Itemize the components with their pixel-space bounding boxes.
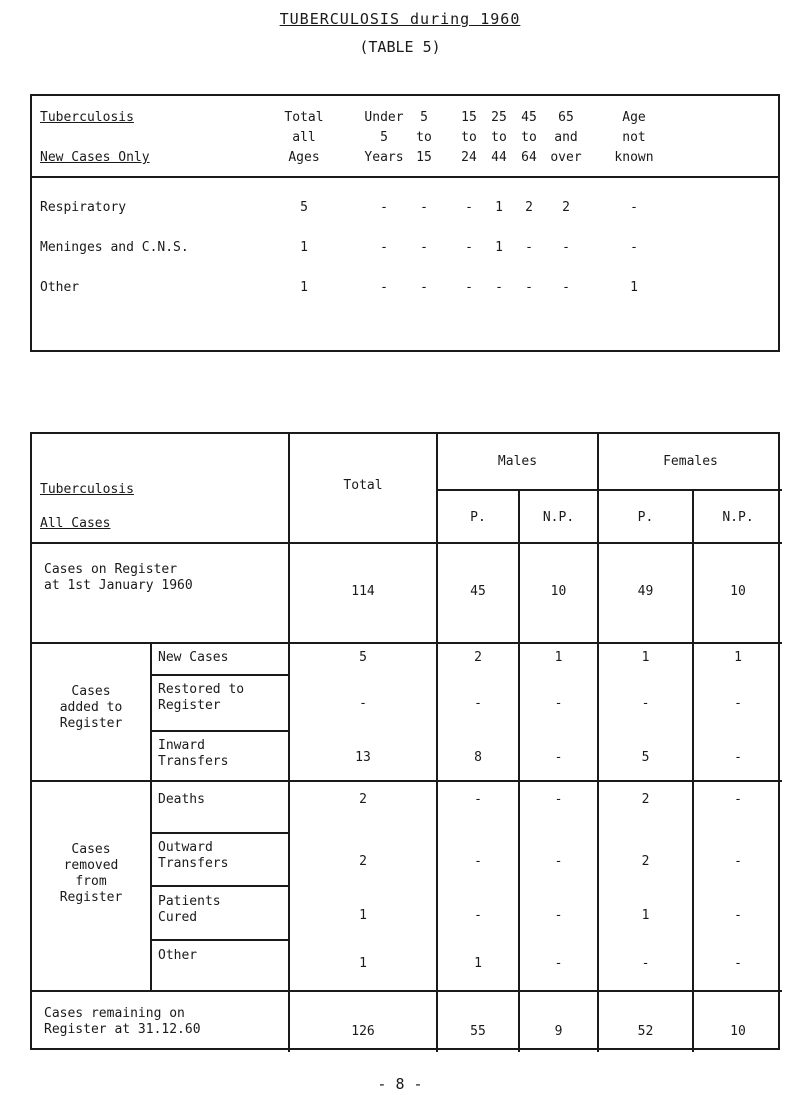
table1-row-label: Other <box>40 280 80 295</box>
table2-cell: - <box>734 696 742 711</box>
table1-column-header: 64 <box>521 150 537 165</box>
table1-column-header: Ages <box>288 150 320 165</box>
table2-cell: - <box>641 956 650 971</box>
table2-cell: - <box>641 696 650 711</box>
table2-cell: 2 <box>641 854 650 869</box>
table1-cell: - <box>420 200 428 215</box>
table2-row-label: Inward Transfers <box>158 738 229 769</box>
table2-cell: 1 <box>359 908 367 923</box>
table2-cell: - <box>554 696 563 711</box>
table1-column-header: not <box>622 130 646 145</box>
all-cases-table <box>30 432 780 1050</box>
table1-column-header: to <box>521 130 537 145</box>
table1-cell: - <box>380 280 388 295</box>
table1-subheading: New Cases Only <box>40 150 150 165</box>
table2-row-label: Restored to Register <box>158 682 245 713</box>
table1-cell: 2 <box>525 200 533 215</box>
table1-column-header: 15 <box>461 110 477 125</box>
table1-column-header: all <box>292 130 316 145</box>
table2-row-label: Deaths <box>158 792 205 807</box>
table2-cell: - <box>734 854 742 869</box>
added-group-label: Cases added to Register <box>59 684 123 731</box>
table1-column-header: Under <box>364 110 404 125</box>
table2-cell: 114 <box>351 584 375 599</box>
table2-cell: - <box>734 750 742 765</box>
table2-cell: 49 <box>637 584 654 599</box>
page-number: - 8 - <box>377 1075 423 1093</box>
table1-cell: - <box>630 240 638 255</box>
table1-cell: - <box>420 240 428 255</box>
table1-cell: 1 <box>630 280 638 295</box>
table2-cell: 2 <box>359 854 367 869</box>
table1-column-header: to <box>491 130 507 145</box>
table2-cell: 5 <box>359 650 367 665</box>
register-start-label: Cases on Register at 1st January 1960 <box>44 562 193 593</box>
table1-column-header: 65 <box>558 110 574 125</box>
table2-cell: - <box>554 956 563 971</box>
males-header: Males <box>497 454 538 469</box>
removed-group-label: Cases removed from Register <box>59 842 123 905</box>
table1-cell: - <box>380 240 388 255</box>
table2-row-label: Outward Transfers <box>158 840 229 871</box>
table1-column-header: to <box>416 130 432 145</box>
table2-row-label: Patients Cured <box>158 894 221 925</box>
table1-column-header: and <box>554 130 578 145</box>
table2-cell: - <box>554 750 563 765</box>
table1-cell: - <box>525 240 533 255</box>
table2-cell: 1 <box>641 650 650 665</box>
table1-cell: - <box>420 280 428 295</box>
table1-column-header: 24 <box>461 150 477 165</box>
table2-cell: 8 <box>474 750 482 765</box>
table2-cell: - <box>554 792 563 807</box>
table1-cell: 1 <box>495 200 503 215</box>
table1-cell: - <box>630 200 638 215</box>
table2-cell: 13 <box>355 750 371 765</box>
table2-cell: - <box>474 696 482 711</box>
table2-cell: 1 <box>641 908 650 923</box>
table-caption: (TABLE 5) <box>359 38 441 56</box>
table1-cell: - <box>562 280 570 295</box>
table1-column-header: 44 <box>491 150 507 165</box>
females-p-header: P. <box>637 510 654 525</box>
table1-column-header: known <box>614 150 654 165</box>
females-header: Females <box>663 454 718 469</box>
table2-cell: 10 <box>730 1024 746 1039</box>
total-header: Total <box>343 478 383 493</box>
males-p-header: P. <box>470 510 486 525</box>
register-end-label: Cases remaining on Register at 31.12.60 <box>44 1006 201 1037</box>
table1-column-header: 45 <box>521 110 537 125</box>
table2-cell: 45 <box>470 584 486 599</box>
table1-row-label: Meninges and C.N.S. <box>40 240 189 255</box>
new-cases-table <box>30 94 780 352</box>
table1-cell: 2 <box>562 200 570 215</box>
females-np-header: N.P. <box>722 510 754 525</box>
table2-cell: - <box>474 908 482 923</box>
table1-cell: 1 <box>300 280 308 295</box>
table2-cell: 2 <box>641 792 650 807</box>
table1-cell: - <box>465 200 473 215</box>
table2-cell: - <box>734 956 742 971</box>
table1-column-header: 15 <box>416 150 432 165</box>
table2-cell: - <box>734 792 742 807</box>
table2-cell: - <box>554 854 563 869</box>
table2-cell: 55 <box>470 1024 486 1039</box>
table1-heading: Tuberculosis <box>40 110 134 125</box>
table2-cell: 1 <box>554 650 563 665</box>
table2-cell: 10 <box>550 584 567 599</box>
table2-heading: Tuberculosis <box>40 482 134 497</box>
table2-cell: 126 <box>351 1024 375 1039</box>
table2-cell: 10 <box>730 584 746 599</box>
table1-cell: 1 <box>300 240 308 255</box>
table1-row-label: Respiratory <box>40 200 127 215</box>
table1-column-header: 5 <box>380 130 388 145</box>
table2-cell: - <box>554 908 563 923</box>
table1-cell: 1 <box>495 240 503 255</box>
table1-header-rule <box>32 176 778 178</box>
table1-column-header: Age <box>622 110 646 125</box>
table2-cell: 1 <box>734 650 742 665</box>
table2-cell: 2 <box>474 650 482 665</box>
table2-cell: - <box>474 854 482 869</box>
table1-column-header: Total <box>284 110 324 125</box>
table2-cell: 9 <box>554 1024 563 1039</box>
table1-cell: - <box>525 280 533 295</box>
table2-cell: 2 <box>359 792 367 807</box>
table2-cell: 1 <box>359 956 367 971</box>
table1-column-header: Years <box>364 150 404 165</box>
table1-column-header: 5 <box>420 110 428 125</box>
page-title: TUBERCULOSIS during 1960 <box>279 10 521 28</box>
table2-cell: 5 <box>641 750 650 765</box>
table1-cell: - <box>562 240 570 255</box>
table2-row-label: Other <box>158 948 198 963</box>
table2-cell: - <box>734 908 742 923</box>
table1-cell: 5 <box>300 200 308 215</box>
table1-cell: - <box>465 280 473 295</box>
table2-cell: 52 <box>637 1024 654 1039</box>
table1-cell: - <box>380 200 388 215</box>
table2-subheading: All Cases <box>40 516 111 531</box>
table1-column-header: over <box>550 150 582 165</box>
table1-column-header: to <box>461 130 477 145</box>
table2-row-label: New Cases <box>158 650 229 665</box>
table1-cell: - <box>465 240 473 255</box>
table2-cell: - <box>474 792 482 807</box>
table2-cell: - <box>359 696 367 711</box>
males-np-header: N.P. <box>542 510 575 525</box>
table1-cell: - <box>495 280 503 295</box>
table1-column-header: 25 <box>491 110 507 125</box>
table2-cell: 1 <box>474 956 482 971</box>
